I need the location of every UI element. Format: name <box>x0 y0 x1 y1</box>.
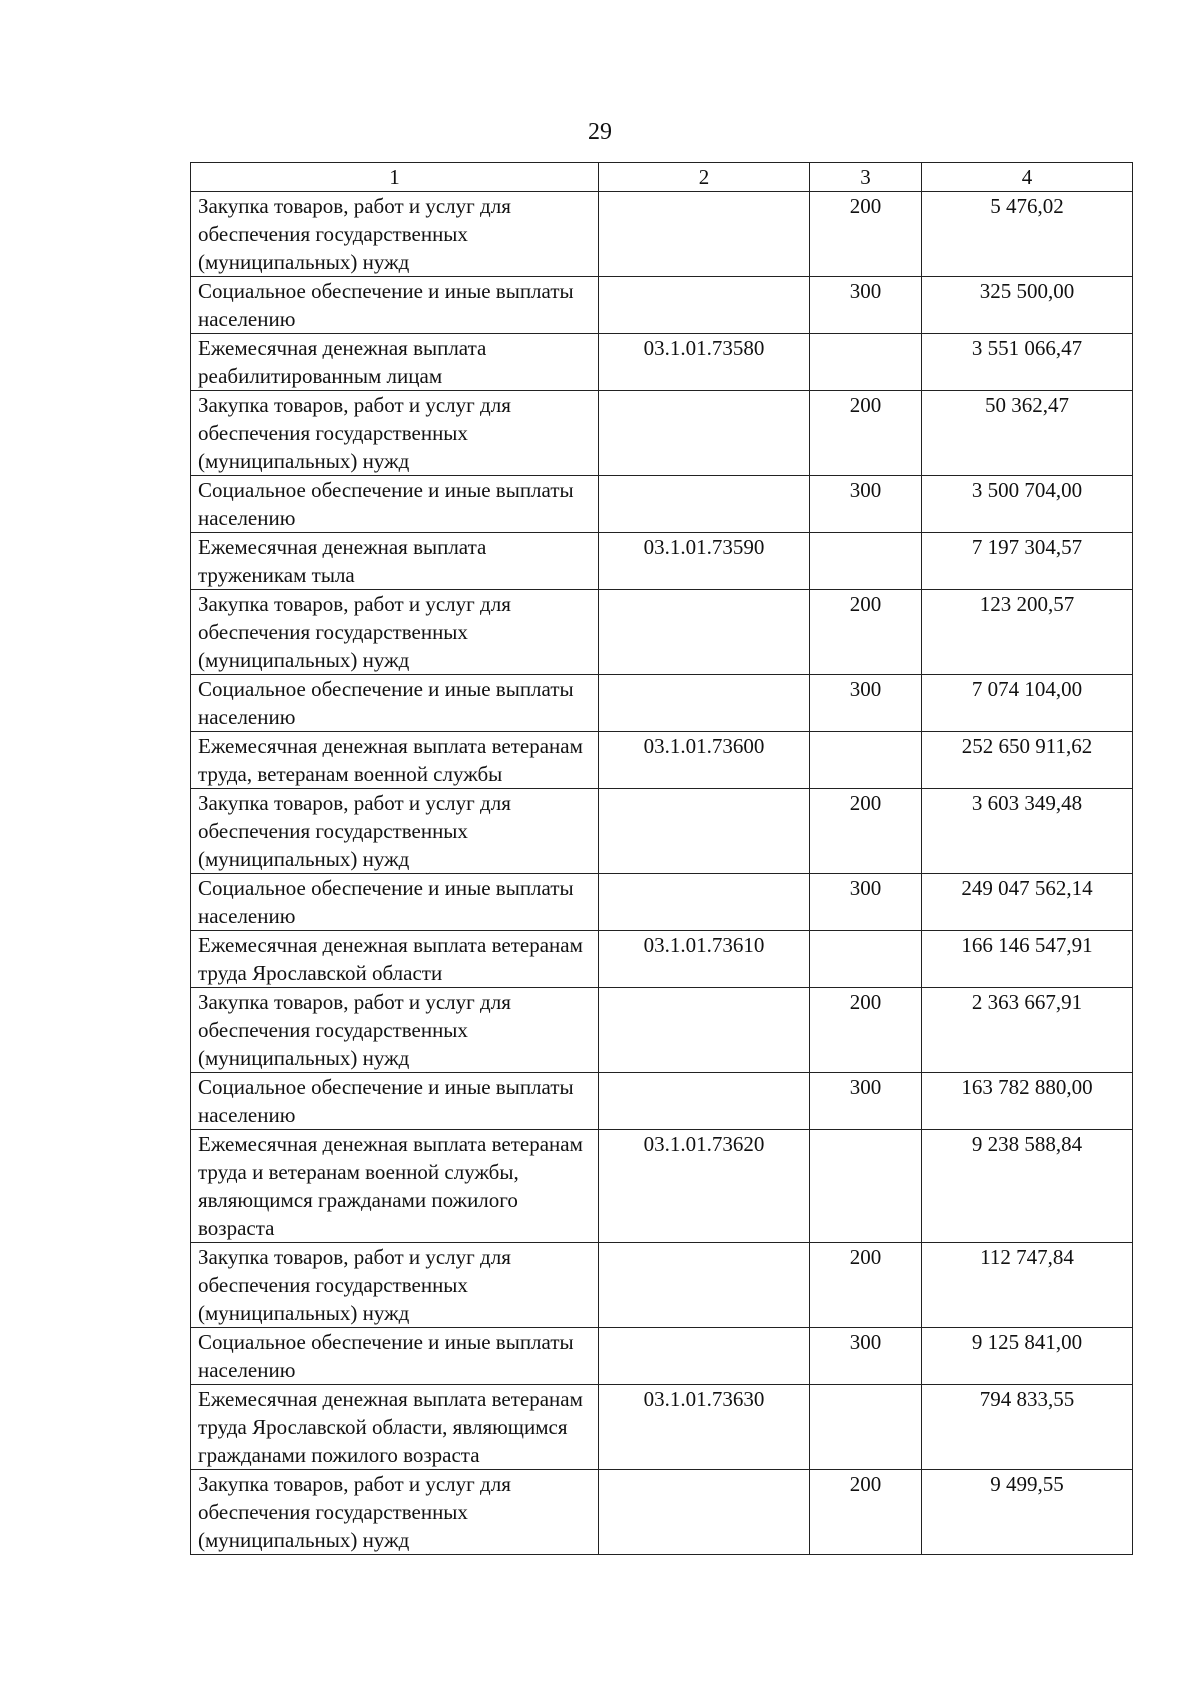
table-row <box>191 1385 1133 1470</box>
row-code-cell <box>599 988 810 1073</box>
row-name-cell: Социальное обеспечение и иные выплаты населению <box>191 476 599 533</box>
row-type-cell: 300 <box>810 1073 922 1130</box>
table-row <box>191 1243 1133 1328</box>
table-row <box>191 533 1133 590</box>
row-name-cell: Ежемесячная денежная выплата ветеранам труда Ярославской области <box>191 931 599 988</box>
row-name-cell: Закупка товаров, работ и услуг для обеспечения государственных (муниципальных) нужд <box>191 391 599 476</box>
row-amount-cell: 9 238 588,84 <box>922 1130 1133 1243</box>
row-code-cell: 03.1.01.73580 <box>599 334 810 391</box>
row-name-cell: Ежемесячная денежная выплата ветеранам труда, ветеранам военной службы <box>191 732 599 789</box>
table-header-row <box>191 163 1133 192</box>
table-row <box>191 675 1133 732</box>
row-type-cell <box>810 1130 922 1243</box>
row-type-cell: 200 <box>810 1243 922 1328</box>
row-name-cell: Ежемесячная денежная выплата ветеранам труда Ярославской области, являющимся гражданами пожилого возраста <box>191 1385 599 1470</box>
row-code-cell <box>599 874 810 931</box>
table-row <box>191 874 1133 931</box>
row-amount-cell: 7 074 104,00 <box>922 675 1133 732</box>
row-amount-cell: 7 197 304,57 <box>922 533 1133 590</box>
row-type-cell: 300 <box>810 675 922 732</box>
row-type-cell: 200 <box>810 192 922 277</box>
row-code-cell: 03.1.01.73590 <box>599 533 810 590</box>
row-amount-cell: 794 833,55 <box>922 1385 1133 1470</box>
row-type-cell: 200 <box>810 988 922 1073</box>
row-amount-cell: 3 551 066,47 <box>922 334 1133 391</box>
row-amount-cell: 163 782 880,00 <box>922 1073 1133 1130</box>
row-amount-cell: 249 047 562,14 <box>922 874 1133 931</box>
table-row <box>191 789 1133 874</box>
row-amount-cell: 166 146 547,91 <box>922 931 1133 988</box>
row-type-cell <box>810 931 922 988</box>
row-type-cell: 300 <box>810 874 922 931</box>
row-amount-cell: 3 500 704,00 <box>922 476 1133 533</box>
table-row <box>191 1328 1133 1385</box>
row-code-cell <box>599 1328 810 1385</box>
row-name-cell: Социальное обеспечение и иные выплаты населению <box>191 1073 599 1130</box>
row-amount-cell: 112 747,84 <box>922 1243 1133 1328</box>
row-amount-cell: 3 603 349,48 <box>922 789 1133 874</box>
row-amount-cell: 9 499,55 <box>922 1470 1133 1555</box>
row-type-cell: 300 <box>810 1328 922 1385</box>
row-amount-cell: 50 362,47 <box>922 391 1133 476</box>
row-type-cell: 300 <box>810 277 922 334</box>
row-code-cell <box>599 476 810 533</box>
column-header-1: 1 <box>191 163 599 192</box>
table-row <box>191 277 1133 334</box>
table-row <box>191 334 1133 391</box>
table-row <box>191 931 1133 988</box>
row-code-cell: 03.1.01.73600 <box>599 732 810 789</box>
row-code-cell <box>599 277 810 334</box>
table-row <box>191 590 1133 675</box>
row-name-cell: Закупка товаров, работ и услуг для обеспечения государственных (муниципальных) нужд <box>191 789 599 874</box>
row-code-cell <box>599 391 810 476</box>
row-name-cell: Социальное обеспечение и иные выплаты населению <box>191 1328 599 1385</box>
row-type-cell: 200 <box>810 789 922 874</box>
row-amount-cell: 5 476,02 <box>922 192 1133 277</box>
row-name-cell: Ежемесячная денежная выплата ветеранам труда и ветеранам военной службы, являющимся гражданами пожилого возраста <box>191 1130 599 1243</box>
row-type-cell: 200 <box>810 590 922 675</box>
row-code-cell <box>599 590 810 675</box>
table-row <box>191 1130 1133 1243</box>
table-row <box>191 988 1133 1073</box>
row-type-cell <box>810 334 922 391</box>
row-amount-cell: 252 650 911,62 <box>922 732 1133 789</box>
row-name-cell: Закупка товаров, работ и услуг для обеспечения государственных (муниципальных) нужд <box>191 1243 599 1328</box>
row-code-cell: 03.1.01.73610 <box>599 931 810 988</box>
row-name-cell: Социальное обеспечение и иные выплаты населению <box>191 675 599 732</box>
table-row <box>191 391 1133 476</box>
row-code-cell <box>599 675 810 732</box>
row-name-cell: Ежемесячная денежная выплата труженикам тыла <box>191 533 599 590</box>
row-amount-cell: 123 200,57 <box>922 590 1133 675</box>
row-amount-cell: 9 125 841,00 <box>922 1328 1133 1385</box>
row-code-cell: 03.1.01.73620 <box>599 1130 810 1243</box>
row-name-cell: Закупка товаров, работ и услуг для обеспечения государственных (муниципальных) нужд <box>191 192 599 277</box>
row-code-cell <box>599 1243 810 1328</box>
row-code-cell: 03.1.01.73630 <box>599 1385 810 1470</box>
row-code-cell <box>599 789 810 874</box>
table-row <box>191 476 1133 533</box>
table-row <box>191 192 1133 277</box>
row-type-cell: 200 <box>810 391 922 476</box>
page-number: 29 <box>588 119 612 145</box>
table-row <box>191 1073 1133 1130</box>
table-row <box>191 732 1133 789</box>
row-name-cell: Социальное обеспечение и иные выплаты населению <box>191 874 599 931</box>
row-name-cell: Закупка товаров, работ и услуг для обеспечения государственных (муниципальных) нужд <box>191 590 599 675</box>
row-amount-cell: 325 500,00 <box>922 277 1133 334</box>
row-type-cell <box>810 533 922 590</box>
budget-table <box>190 162 1133 1555</box>
row-type-cell <box>810 732 922 789</box>
row-name-cell: Закупка товаров, работ и услуг для обеспечения государственных (муниципальных) нужд <box>191 1470 599 1555</box>
row-name-cell: Ежемесячная денежная выплата реабилитированным лицам <box>191 334 599 391</box>
row-name-cell: Социальное обеспечение и иные выплаты населению <box>191 277 599 334</box>
row-code-cell <box>599 1073 810 1130</box>
row-amount-cell: 2 363 667,91 <box>922 988 1133 1073</box>
row-code-cell <box>599 1470 810 1555</box>
column-header-2: 2 <box>599 163 810 192</box>
row-type-cell: 300 <box>810 476 922 533</box>
column-header-3: 3 <box>810 163 922 192</box>
row-name-cell: Закупка товаров, работ и услуг для обеспечения государственных (муниципальных) нужд <box>191 988 599 1073</box>
row-type-cell <box>810 1385 922 1470</box>
table-row <box>191 1470 1133 1555</box>
row-code-cell <box>599 192 810 277</box>
row-type-cell: 200 <box>810 1470 922 1555</box>
column-header-4: 4 <box>922 163 1133 192</box>
